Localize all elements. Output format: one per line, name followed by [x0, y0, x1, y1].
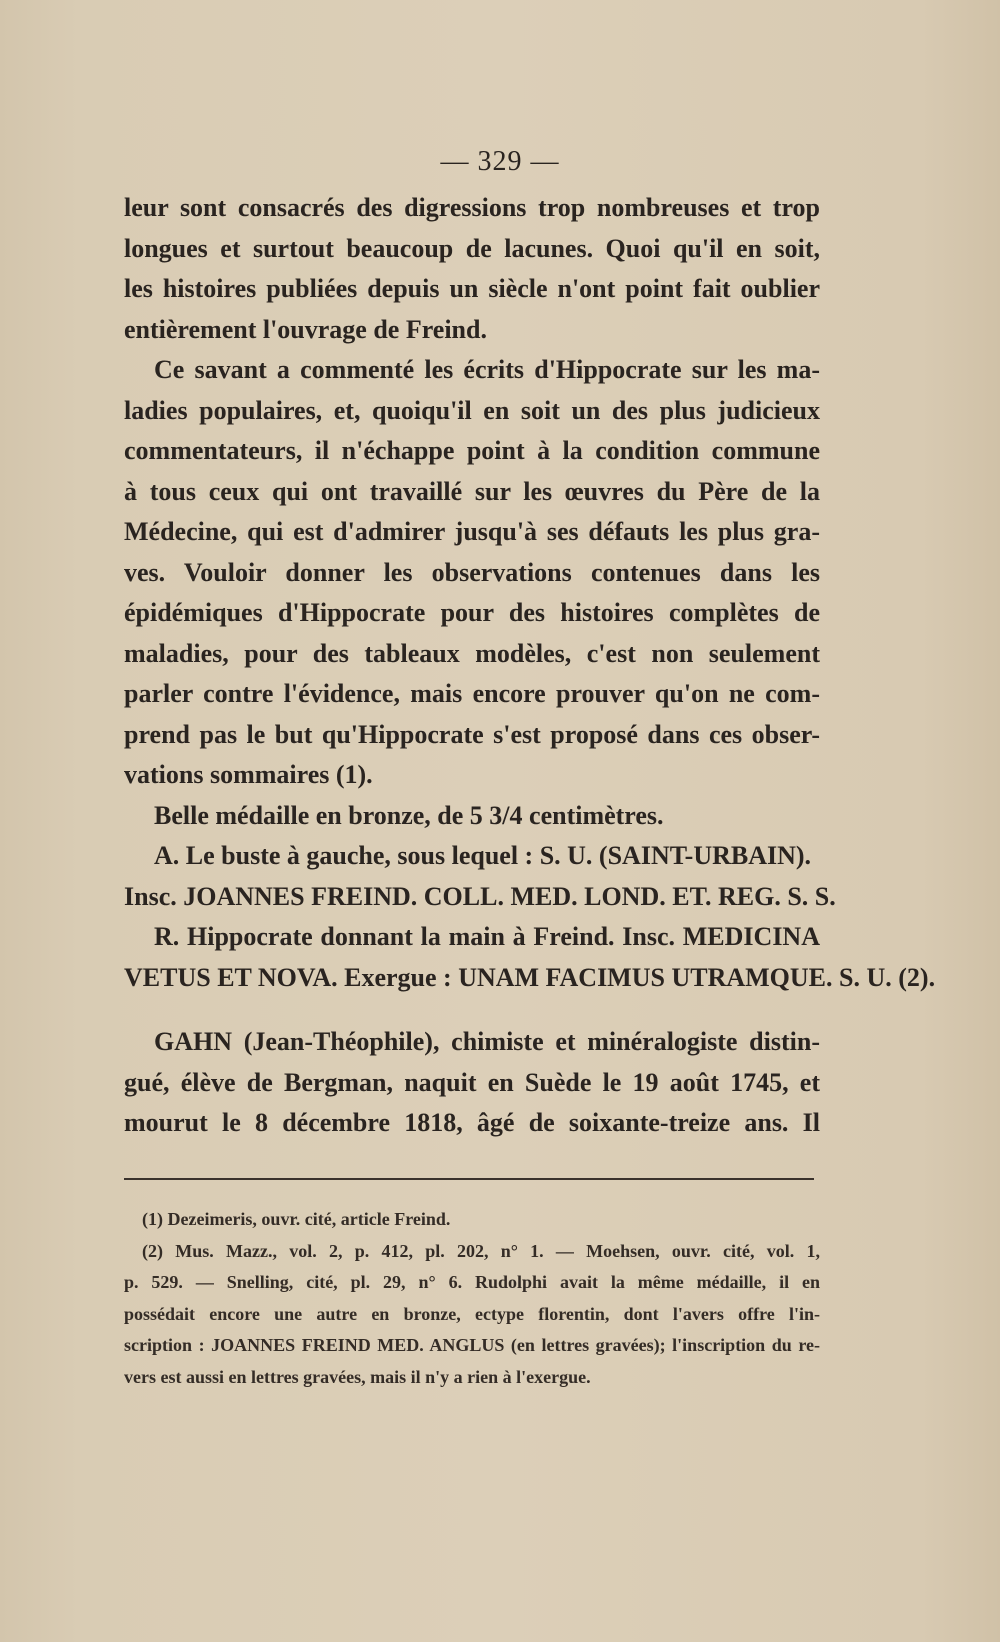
body-line: Insc. JOANNES FREIND. COLL. MED. LOND. ET. REG. S. S. [124, 881, 836, 911]
footnote-divider [124, 1178, 814, 1180]
body-line: Médecine, qui est d'admirer jusqu'à ses défauts les plus gra- [124, 517, 820, 546]
body-line: longues et surtout beaucoup de lacunes. Quoi qu'il en soit, [124, 233, 820, 263]
body-line: les histoires publiées depuis un siècle n'ont point fait oublier [124, 274, 820, 303]
footnotes [124, 1204, 820, 1393]
body-line: prend pas le but qu'Hippocrate s'est proposé dans ces obser- [124, 719, 820, 749]
footnote-line: (2) Mus. Mazz., vol. 2, p. 412, pl. 202, n° 1. — Moehsen, ouvr. cité, vol. 1, [142, 1240, 820, 1261]
body-line: mourut le 8 décembre 1818, âgé de soixante-treize ans. Il [124, 1108, 820, 1137]
body-line: Belle médaille en bronze, de 5 3/4 centimètres. [154, 800, 664, 830]
body-line: Ce savant a commenté les écrits d'Hippocrate sur les ma- [154, 355, 820, 384]
body-text [124, 188, 936, 1144]
body-line: A. Le buste à gauche, sous lequel : S. U. (SAINT-URBAIN). [154, 841, 812, 870]
footnote-line: possédait encore une autre en bronze, ectype florentin, dont l'avers offre l'in- [124, 1303, 820, 1324]
body-line: maladies, pour des tableaux modèles, c'est non seulement [124, 638, 820, 668]
body-line: R. Hippocrate donnant la main à Freind. Insc. MEDICINA [154, 922, 820, 951]
footnote-line: (1) Dezeimeris, ouvr. cité, article Freind. [142, 1209, 451, 1229]
body-line: ves. Vouloir donner les observations contenues dans les [124, 557, 820, 587]
body-line: à tous ceux qui ont travaillé sur les œuvres du Père de la [124, 476, 820, 506]
body-line: commentateurs, il n'échappe point à la condition commune [124, 436, 820, 465]
body-line: leur sont consacrés des digressions trop nombreuses et trop [124, 193, 820, 222]
body-line: GAHN (Jean-Théophile), chimiste et minéralogiste distin- [154, 1027, 820, 1056]
footnote-line: scription : JOANNES FREIND MED. ANGLUS (en lettres gravées); l'inscription du re- [124, 1335, 820, 1355]
body-line: ladies populaires, et, quoiqu'il en soit un des plus judicieux [124, 395, 820, 425]
body-line: gué, élève de Bergman, naquit en Suède le 19 août 1745, et [124, 1067, 820, 1097]
footnote-line: p. 529. — Snelling, cité, pl. 29, n° 6. Rudolphi avait la même médaille, il en [124, 1272, 820, 1292]
body-line: VETUS ET NOVA. Exergue : UNAM FACIMUS UTRAMQUE. S. U. (2). [124, 962, 936, 992]
body-line: épidémiques d'Hippocrate pour des histoires complètes de [124, 598, 820, 627]
footnote-line: vers est aussi en lettres gravées, mais il n'y a rien à l'exergue. [124, 1366, 591, 1387]
page-number: — 329 — [440, 146, 560, 177]
body-line: parler contre l'évidence, mais encore prouver qu'on ne com- [124, 679, 820, 708]
body-line: entièrement l'ouvrage de Freind. [124, 314, 487, 344]
body-line: vations sommaires (1). [124, 760, 373, 789]
